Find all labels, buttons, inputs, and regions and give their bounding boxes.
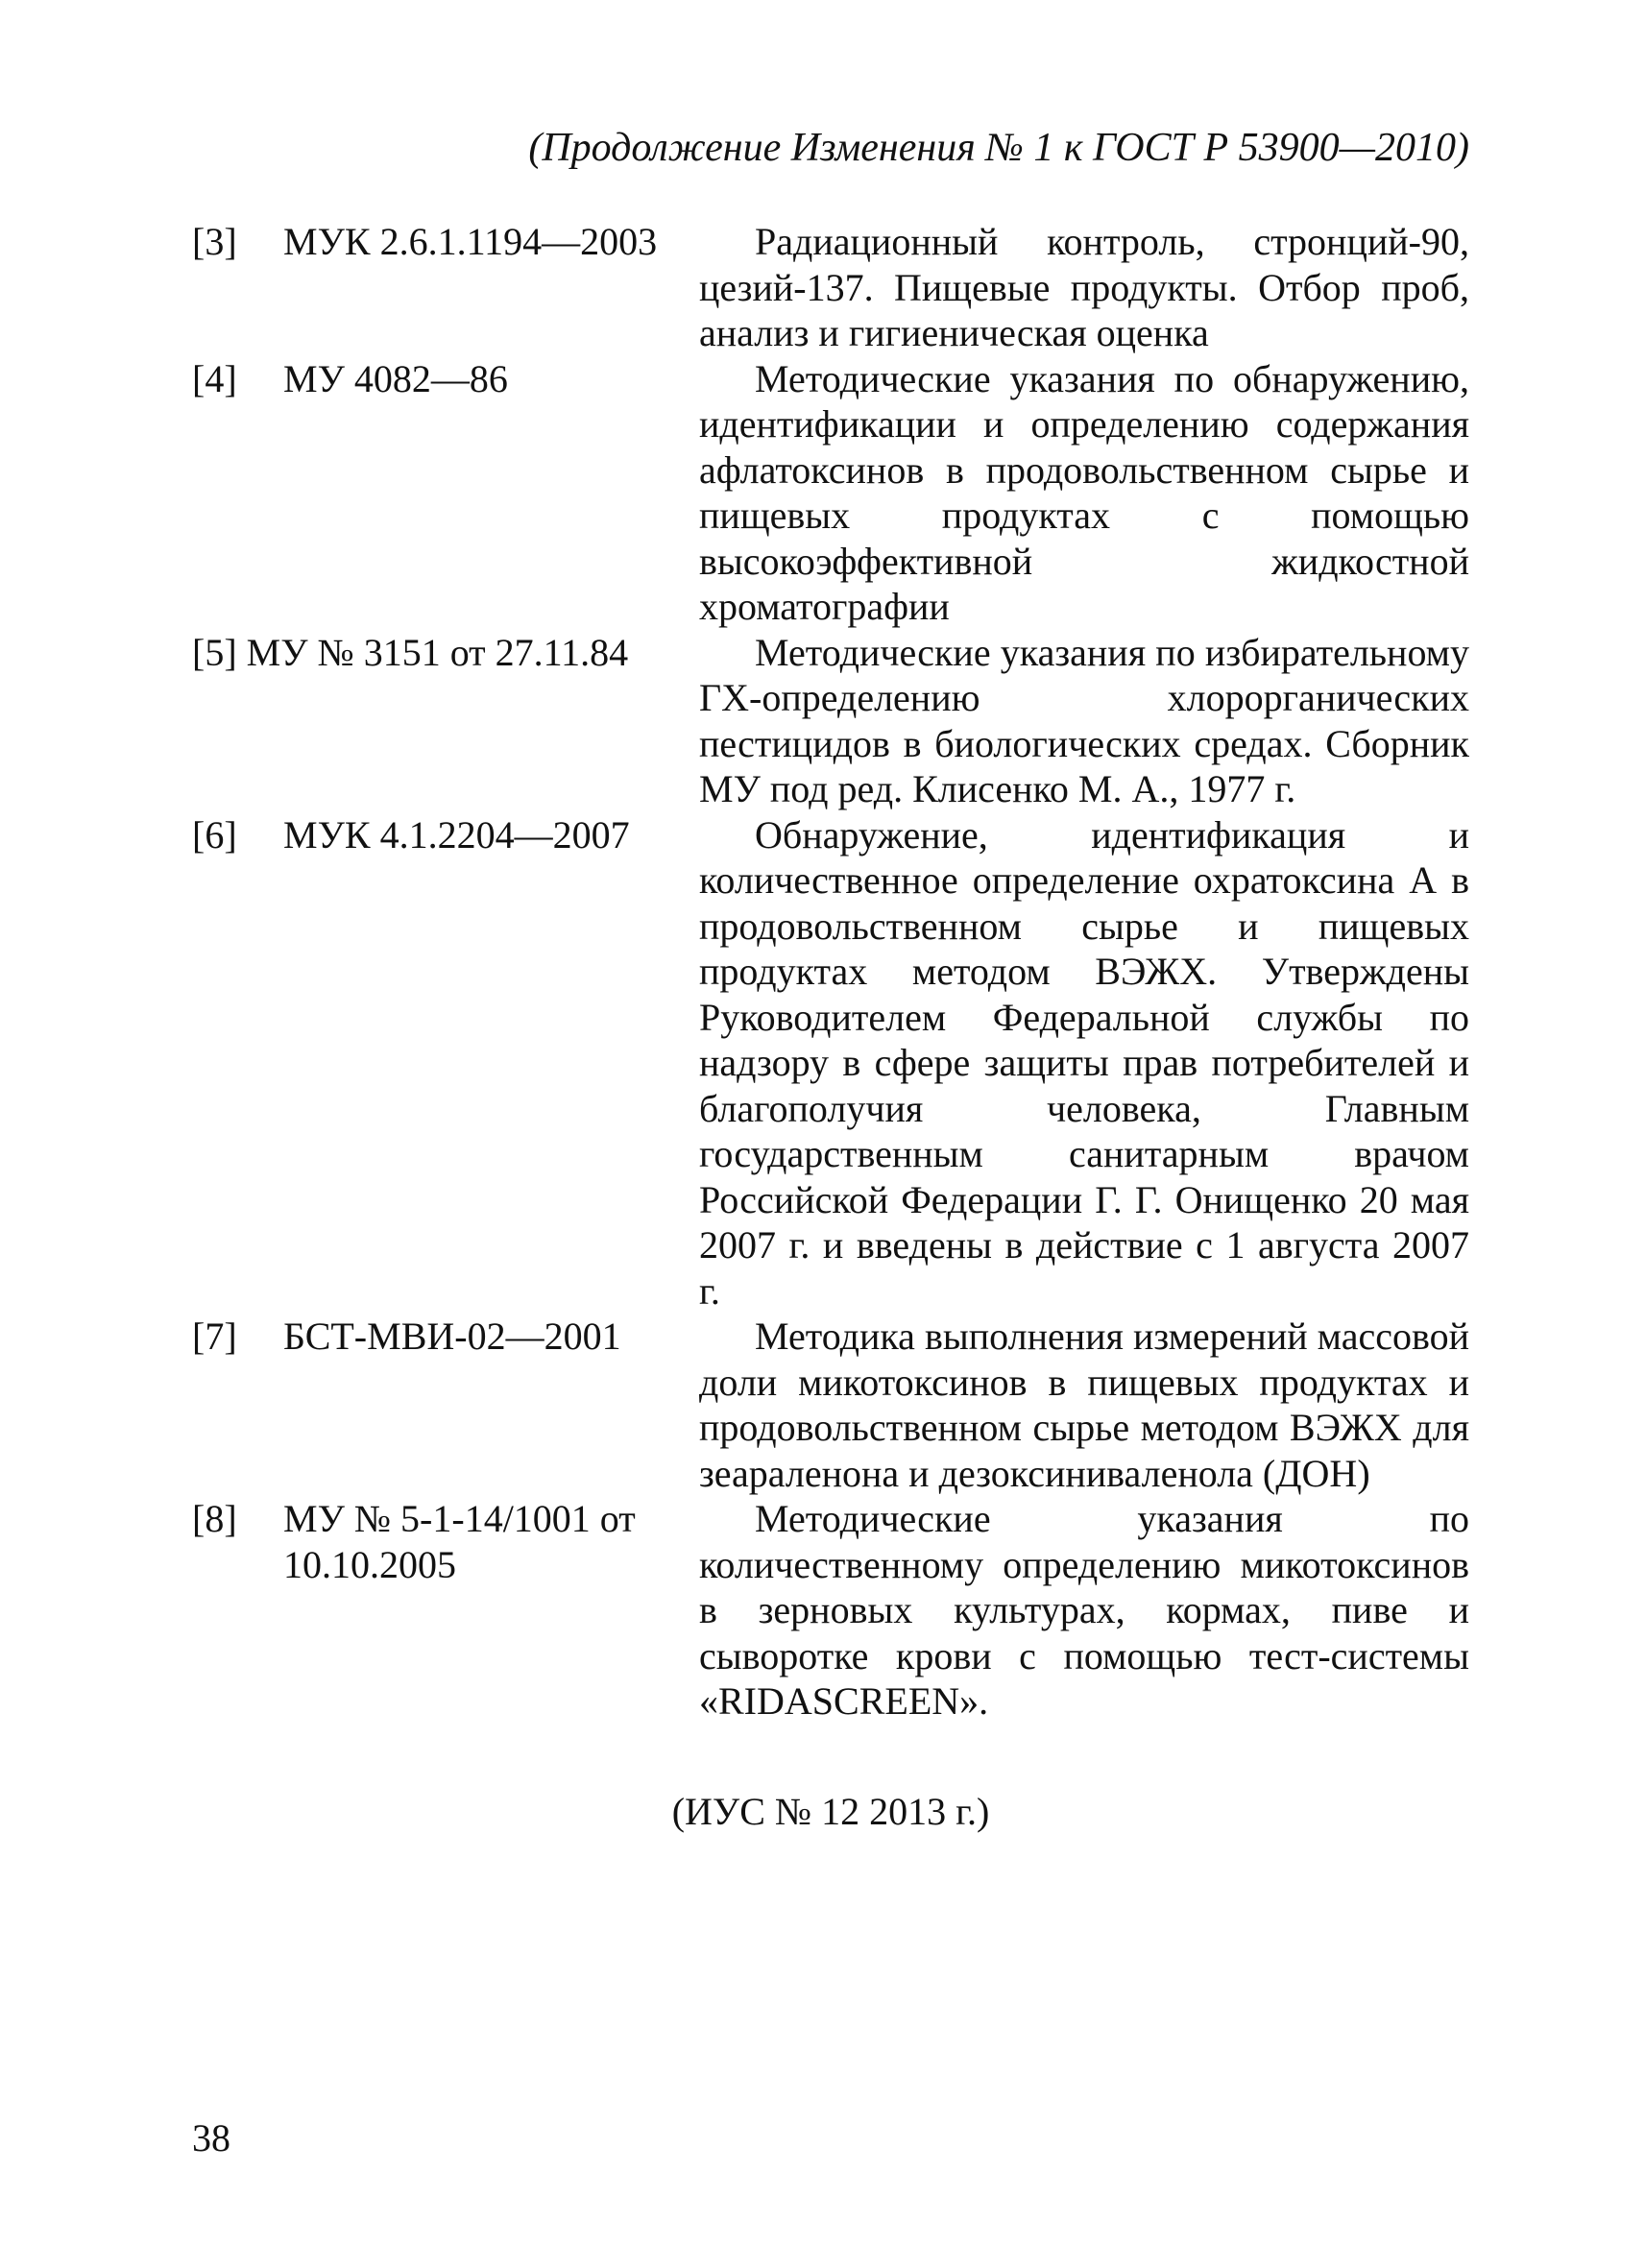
reference-description: Методические указания по избирательному ГХ-определению хлорорганических пестицидов в биологических средах. Сборник МУ под ред. Клисенко М. А., 1977 г. xyxy=(699,630,1469,810)
reference-item-4 xyxy=(192,356,1469,630)
reference-description: Методические указания по количественному определению микотоксинов в зерновых культурах, кормах, пиве и сыворотке крови с помощью тест-системы «RIDASCREEN». xyxy=(699,1497,1469,1723)
reference-item-7 xyxy=(192,1314,1469,1496)
reference-description: Методика выполнения измерений массовой доли микотоксинов в пищевых продуктах и продовольственном сырье методом ВЭЖХ для зеараленона и дезоксиниваленола (ДОН) xyxy=(699,1315,1469,1495)
reference-code: МУ 4082—86 xyxy=(283,356,508,400)
reference-item-6 xyxy=(192,812,1469,1315)
reference-number: [3] xyxy=(192,220,237,263)
reference-code: МУК 2.6.1.1194—2003 xyxy=(283,220,658,263)
reference-code: МУК 4.1.2204—2007 xyxy=(283,812,630,857)
page-number: 38 xyxy=(192,2116,230,2159)
reference-item-5 xyxy=(192,630,1469,812)
reference-number: [4] xyxy=(192,356,237,400)
reference-number: [6] xyxy=(192,812,237,857)
reference-code: БСТ-МВИ-02—2001 xyxy=(283,1315,621,1358)
reference-item-8 xyxy=(192,1496,1469,1725)
reference-description: Радиационный контроль, стронций-90, цезий-137. Пищевые продукты. Отбор проб, анализ и гигиеническая оценка xyxy=(699,220,1469,354)
ius-note: (ИУС № 12 2013 г.) xyxy=(671,1790,990,1833)
reference-code: МУ № 5-1-14/1001 от 10.10.2005 xyxy=(283,1497,636,1586)
reference-number-and-code: [5] МУ № 3151 от 27.11.84 xyxy=(192,630,629,674)
reference-number: [7] xyxy=(192,1315,237,1358)
reference-description: Обнаружение, идентификация и количественное определение охратоксина А в продовольственном сырье и пищевых продуктах методом ВЭЖХ. Утверждены Руководителем Федеральной службы по надзору в сфере защиты прав потребителей и благополучия человека, Главным государственным санитарным врачом Российской Федерации Г. Г. Онищенко 20 мая 2007 г. и введены в действие с 1 августа 2007 г. xyxy=(699,812,1469,1313)
reference-list xyxy=(192,219,1469,1725)
page-header: (Продолжение Изменения № 1 к ГОСТ Р 53900—2010) xyxy=(528,126,1469,170)
reference-number: [8] xyxy=(192,1497,237,1540)
reference-description: Методические указания по обнаружению, идентификации и определению содержания афлатоксинов в продовольственном сырье и пищевых продуктах с помощью высокоэффективной жидкостной хроматографии xyxy=(699,356,1469,628)
reference-item-3 xyxy=(192,219,1469,356)
